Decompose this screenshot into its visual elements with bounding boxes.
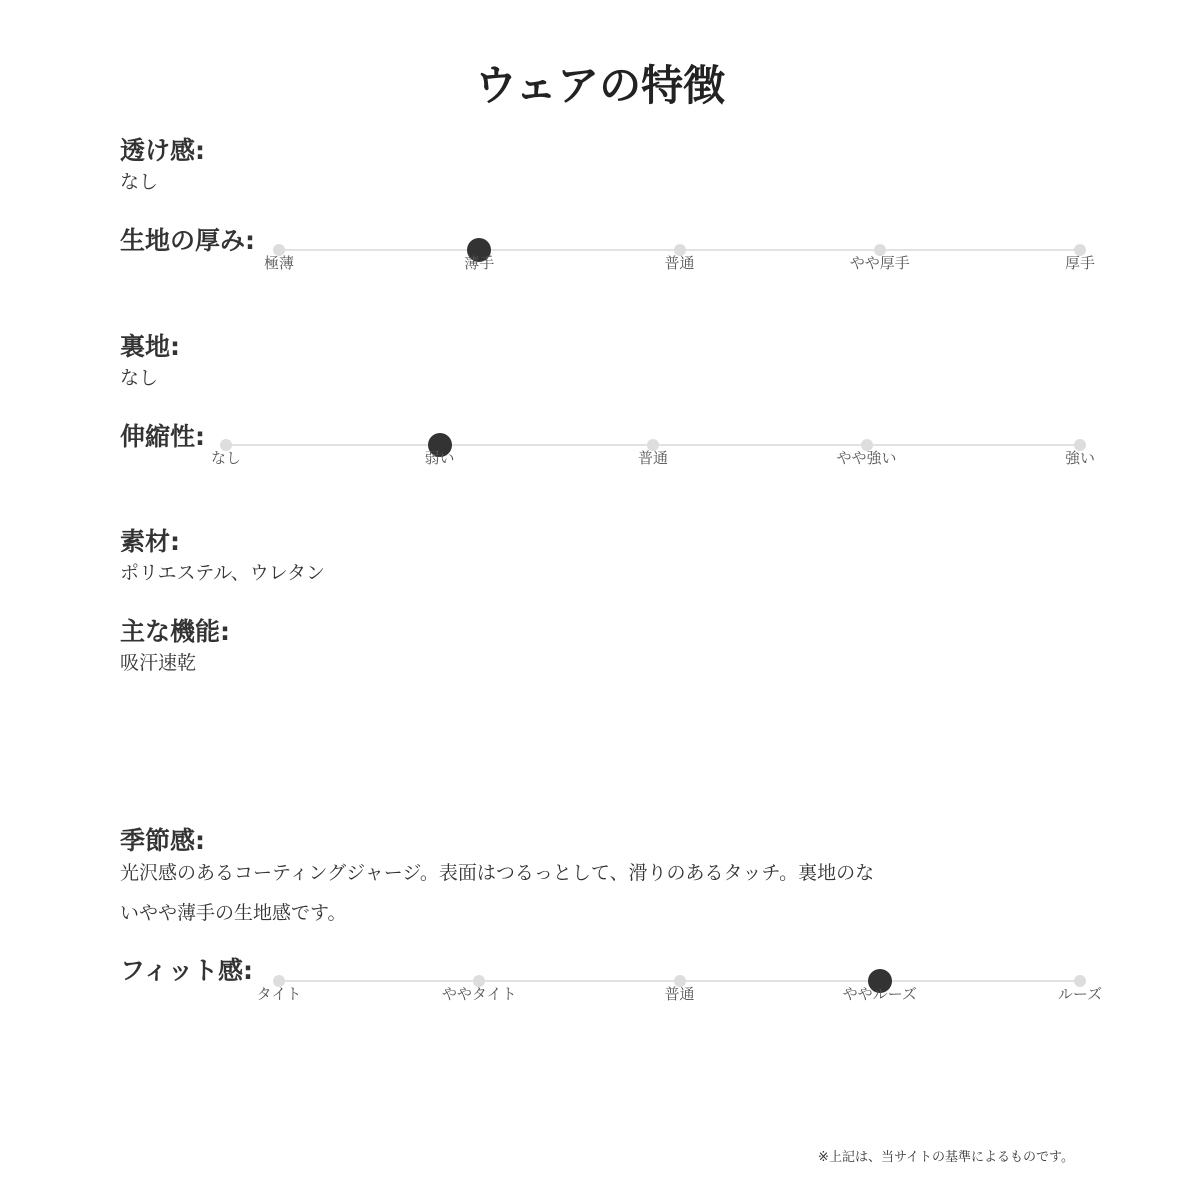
stretch-option-label: 弱い [424,449,455,467]
season-description: 光沢感のあるコーティングジャージ。表面はつるっとして、滑りのあるタッチ。裏地のないやや薄手の生地感です。 [120,862,875,924]
thickness-scale [263,240,1095,280]
fit-option-label: ルーズ [1057,985,1103,1003]
stretch-option-label: 普通 [637,449,668,467]
material-value: ポリエステル、ウレタン [120,562,326,584]
stretch-label: 伸縮性: [120,422,205,451]
fit-option-label: ややタイト [441,985,517,1003]
lining-label: 裏地: [120,332,180,361]
footnote: ※上記は、当サイトの基準によるものです。 [818,1150,1074,1165]
features-value: 吸汗速乾 [120,652,197,674]
stretch-option-label: 強い [1064,449,1095,467]
thickness-option-label: 薄手 [464,254,495,272]
fit-scale [256,971,1103,1011]
features-label: 主な機能: [120,617,230,646]
material-label: 素材: [120,527,180,556]
sheerness-label: 透け感: [120,136,205,165]
sheerness-value: なし [120,171,159,193]
lining-value: なし [120,367,159,389]
stretch-option-label: なし [210,449,241,467]
stretch-option-label: やや強い [836,449,897,467]
thickness-option-label: 極薄 [263,254,294,272]
page-title: ウェアの特徴 [474,61,726,110]
thickness-label: 生地の厚み: [120,226,255,255]
thickness-option-label: やや厚手 [849,254,910,272]
fit-option-label: 普通 [664,985,695,1003]
fit-option-label: タイト [256,985,302,1003]
stretch-scale [210,435,1095,475]
thickness-option-label: 厚手 [1064,254,1095,272]
season-label: 季節感: [120,826,205,855]
fit-label: フィット感: [120,956,253,985]
fit-option-label: ややルーズ [842,985,917,1003]
thickness-option-label: 普通 [664,254,695,272]
